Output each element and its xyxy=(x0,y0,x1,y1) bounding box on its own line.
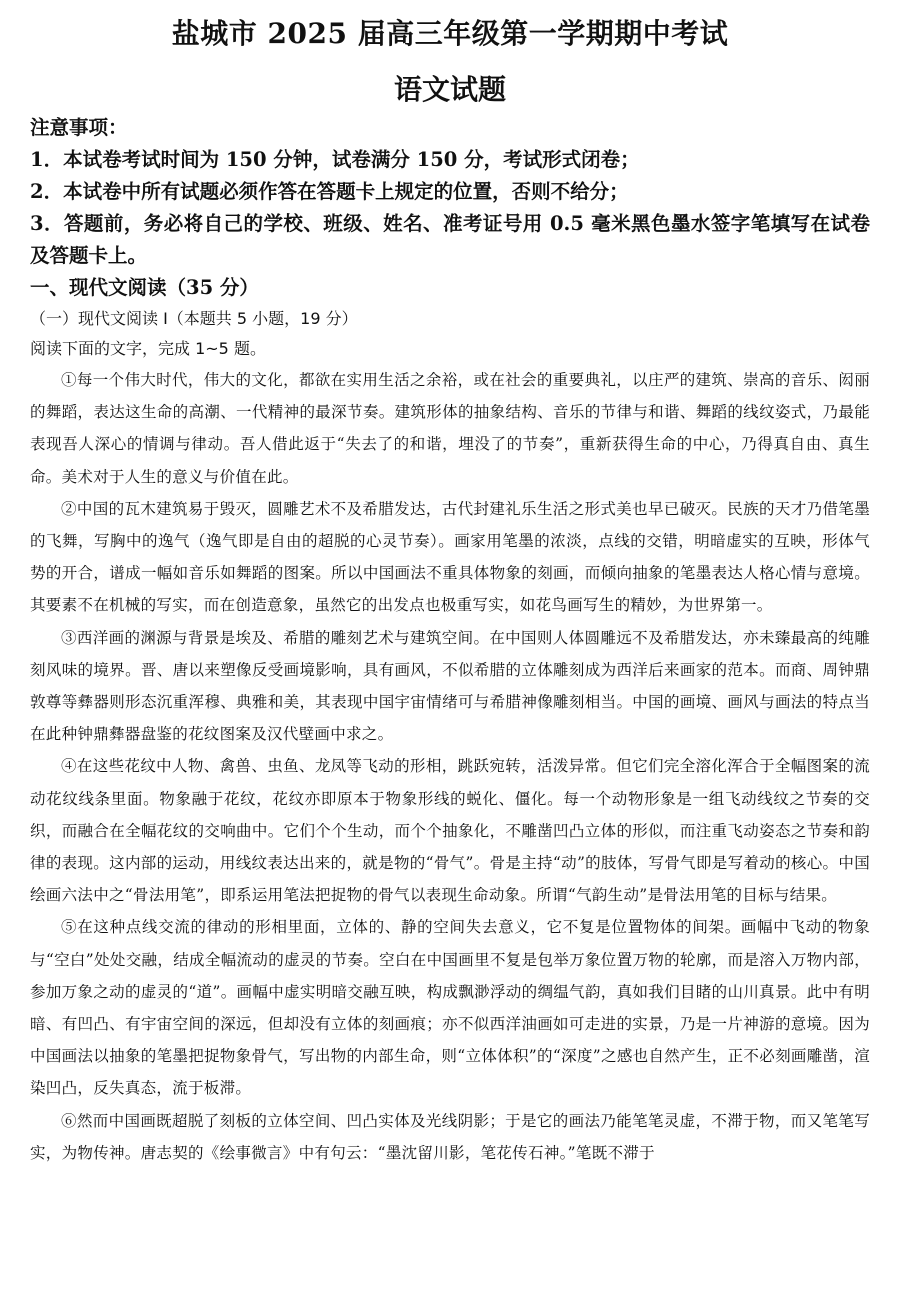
passage-paragraph: ⑥然而中国画既超脱了刻板的立体空间、凹凸实体及光线阴影；于是它的画法乃能笔笔灵虚，不滞于物，而又笔笔写实，为物传神。唐志契的《绘事微言》中有句云：“墨沈留川影，笔花传石神。”笔既不滞于 xyxy=(30,1111,870,1162)
section-block xyxy=(30,272,870,364)
section-subheading: （一）现代文阅读 I（本题共 5 小题，19 分） xyxy=(30,309,358,328)
exam-subtitle: 语文试题 xyxy=(393,73,506,106)
note-item: 2．本试卷中所有试题必须作答在答题卡上规定的位置，否则不给分； xyxy=(30,180,629,203)
passage-paragraph: ②中国的瓦木建筑易于毁灭，圆雕艺术不及希腊发达，古代封建礼乐生活之形式美也早已破灭。民族的天才乃借笔墨的飞舞，写胸中的逸气（逸气即是自由的超脱的心灵节奏）。画家用笔墨的浓淡，点线的交错，明暗虚实的互映，形体气势的开合，谱成一幅如音乐如舞蹈的图案。所以中国画法不重具体物象的刻画，而倾向抽象的笔墨表达人格心情与意境。其要素不在机械的写实，而在创造意象，虽然它的出发点也极重写实，如花鸟画写生的精妙，为世界第一。 xyxy=(30,499,870,615)
passage-paragraph: ①每一个伟大时代，伟大的文化，都欲在实用生活之余裕，或在社会的重要典礼，以庄严的建筑、崇高的音乐、闳丽的舞蹈，表达这生命的高潮、一代精神的最深节奏。建筑形体的抽象结构、音乐的节律与和谐、舞蹈的线纹姿式，乃最能表现吾人深心的情调与律动。吾人借此返于“失去了的和谐，埋没了的节奏”，重新获得生命的中心，乃得真自由、真生命。美术对于人生的意义与价值在此。 xyxy=(30,371,870,486)
passage-paragraph: ④在这些花纹中人物、禽兽、虫鱼、龙凤等飞动的形相，跳跃宛转，活泼异常。但它们完全溶化浑合于全幅图案的流动花纹线条里面。物象融于花纹，花纹亦即原本于物象形线的蜕化、僵化。每一个动物形象是一组飞动线纹之节奏的交织，而融合在全幅花纹的交响曲中。它们个个生动，而个个抽象化，不雕凿凹凸立体的形似，而注重飞动姿态之节奏和韵律的表现。这内部的运动，用线纹表达出来的，就是物的“骨气”。骨是主持“动”的肢体，写骨气即是写着动的核心。中国绘画六法中之“骨法用笔”，即系运用笔法把捉物的骨气以表现生命动象。所谓“气韵生动”是骨法用笔的目标与结果。 xyxy=(30,757,870,905)
notes-heading: 注意事项： xyxy=(30,116,128,139)
note-item: 3．答题前，务必将自己的学校、班级、姓名、准考证号用 0.5 毫米黑色墨水签字笔填写在试卷及答题卡上。 xyxy=(30,212,870,267)
section-heading: 一、现代文阅读（35 分） xyxy=(30,276,259,299)
passage-paragraph: ⑤在这种点线交流的律动的形相里面，立体的、静的空间失去意义，它不复是位置物体的间架。画幅中飞动的物象与“空白”处处交融，结成全幅流动的虚灵的节奏。空白在中国画里不复是包举万象位置万物的轮廓，而是溶入万物内部，参加万象之动的虚灵的“道”。画幅中虚实明暗交融互映，构成飘渺浮动的绸缊气韵，真如我们目睹的山川真景。此中有明暗、有凹凸、有宇宙空间的深远，但却没有立体的刻画痕；亦不似西洋油画如可走进的实景，乃是一片神游的意境。因为中国画法以抽象的笔墨把捉物象骨气，写出物的内部生命，则“立体体积”的“深度”之感也自然产生，正不必刻画雕凿，渲染凹凸，反失真态，流于板滞。 xyxy=(30,918,870,1098)
passage xyxy=(30,364,870,1169)
exam-title: 盐城市 2025 届高三年级第一学期期中考试 xyxy=(171,17,729,50)
note-item: 1．本试卷考试时间为 150 分钟，试卷满分 150 分，考试形式闭卷； xyxy=(30,148,640,171)
notes-block xyxy=(30,112,870,272)
passage-paragraph: ③西洋画的渊源与背景是埃及、希腊的雕刻艺术与建筑空间。在中国则人体圆雕远不及希腊发达，亦未臻最高的纯雕刻风味的境界。晋、唐以来塑像反受画境影响，具有画风，不似希腊的立体雕刻成为西洋后来画家的范本。而商、周钟鼎敦尊等彝器则形态沉重浑穆、典雅和美，其表现中国宇宙情绪可与希腊神像雕刻相当。中国的画境、画风与画法的特点当在此种钟鼎彝器盘鉴的花纹图案及汉代壁画中求之。 xyxy=(30,628,870,744)
reading-instruction: 阅读下面的文字，完成 1~5 题。 xyxy=(30,339,266,358)
